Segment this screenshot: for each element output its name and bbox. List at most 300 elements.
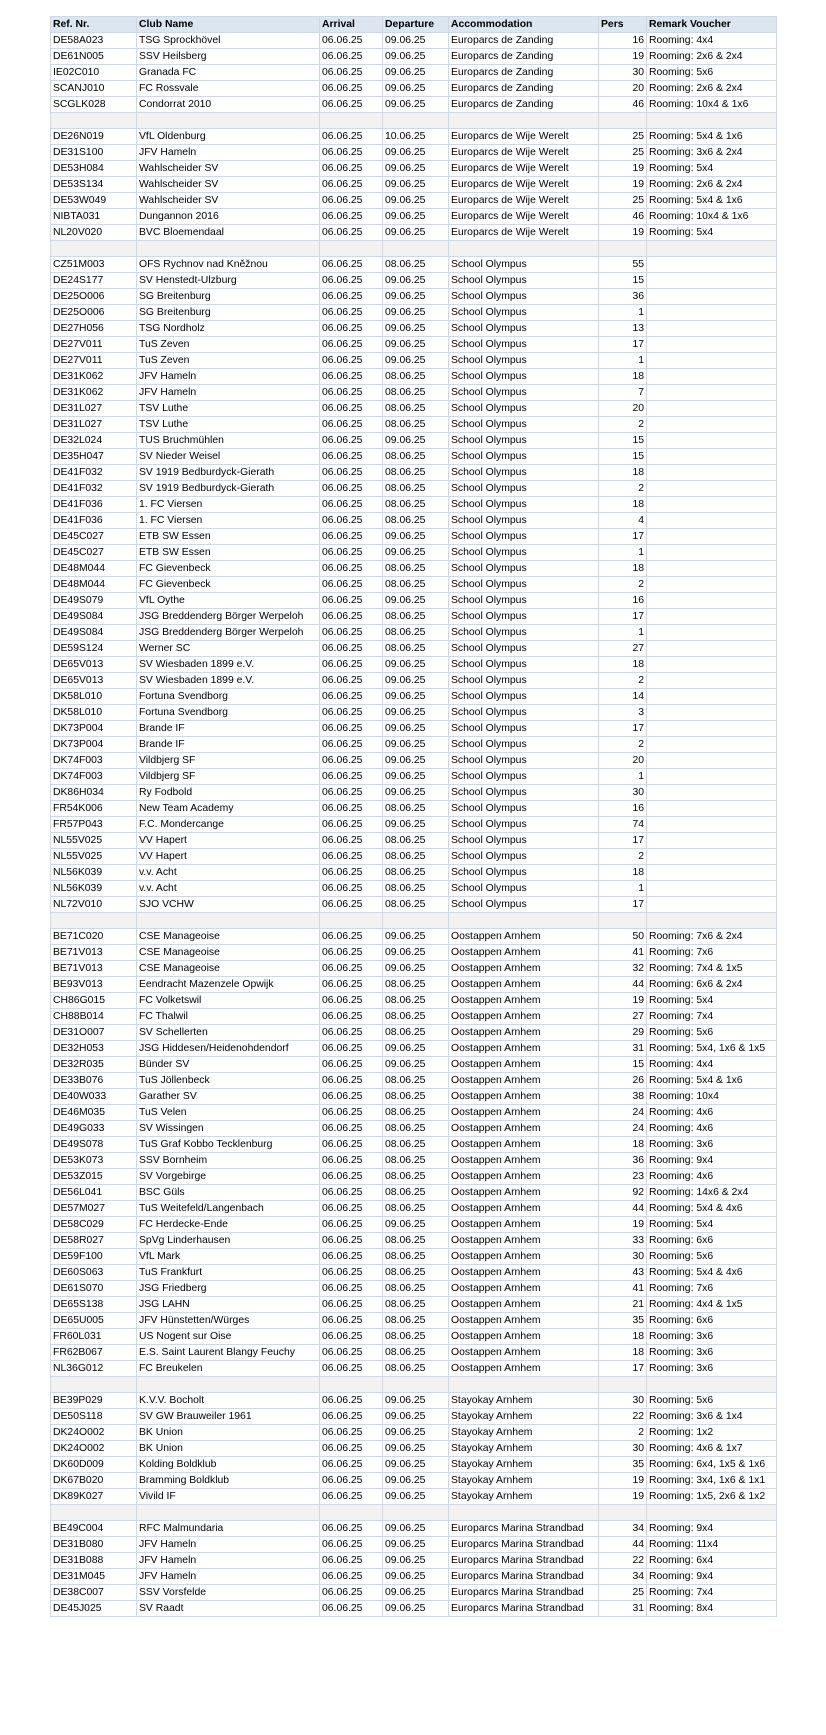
cell-arrival: 06.06.25 — [320, 1249, 383, 1265]
cell-accommodation: Stayokay Arnhem — [449, 1441, 599, 1457]
cell-accommodation: School Olympus — [449, 849, 599, 865]
cell-remark-voucher: Rooming: 3x6 — [647, 1137, 777, 1153]
cell-club-name: JFV Hünstetten/Würges — [137, 1313, 320, 1329]
cell-ref-nr: DK60D009 — [51, 1457, 137, 1473]
cell-arrival: 06.06.25 — [320, 737, 383, 753]
cell-remark-voucher: Rooming: 10x4 & 1x6 — [647, 209, 777, 225]
cell-club-name: TSG Nordholz — [137, 321, 320, 337]
cell-ref-nr: BE49C004 — [51, 1521, 137, 1537]
cell-pers: 16 — [599, 801, 647, 817]
cell-pers: 2 — [599, 577, 647, 593]
cell-ref-nr — [51, 241, 137, 257]
cell-club-name: JFV Hameln — [137, 1569, 320, 1585]
table-row — [51, 1457, 777, 1473]
cell-departure: 08.06.25 — [383, 993, 449, 1009]
cell-departure: 08.06.25 — [383, 1329, 449, 1345]
cell-accommodation: School Olympus — [449, 385, 599, 401]
cell-accommodation: Oostappen Arnhem — [449, 1249, 599, 1265]
cell-departure: 08.06.25 — [383, 401, 449, 417]
cell-remark-voucher: Rooming: 9x4 — [647, 1521, 777, 1537]
cell-pers: 44 — [599, 1201, 647, 1217]
cell-club-name: JFV Hameln — [137, 1553, 320, 1569]
cell-ref-nr: DE32R035 — [51, 1057, 137, 1073]
cell-club-name: SJO VCHW — [137, 897, 320, 913]
cell-ref-nr: DE57M027 — [51, 1201, 137, 1217]
cell-pers: 1 — [599, 881, 647, 897]
table-row — [51, 945, 777, 961]
cell-club-name: FC Thalwil — [137, 1009, 320, 1025]
table-row — [51, 849, 777, 865]
cell-club-name: SV 1919 Bedburdyck-Gierath — [137, 465, 320, 481]
cell-club-name: Ry Fodbold — [137, 785, 320, 801]
cell-pers: 17 — [599, 609, 647, 625]
table-row — [51, 1025, 777, 1041]
table-row — [51, 1009, 777, 1025]
cell-arrival: 06.06.25 — [320, 1137, 383, 1153]
table-row — [51, 545, 777, 561]
cell-pers: 18 — [599, 1345, 647, 1361]
table-row — [51, 273, 777, 289]
cell-ref-nr: DK58L010 — [51, 705, 137, 721]
group-separator — [51, 241, 777, 257]
cell-ref-nr: DE46M035 — [51, 1105, 137, 1121]
cell-club-name: JSG LAHN — [137, 1297, 320, 1313]
cell-departure: 09.06.25 — [383, 33, 449, 49]
cell-pers: 18 — [599, 497, 647, 513]
cell-departure: 09.06.25 — [383, 65, 449, 81]
cell-departure: 09.06.25 — [383, 1537, 449, 1553]
table-row — [51, 657, 777, 673]
cell-pers — [599, 1505, 647, 1521]
cell-ref-nr: DK74F003 — [51, 753, 137, 769]
cell-departure: 09.06.25 — [383, 225, 449, 241]
cell-remark-voucher: Rooming: 7x4 — [647, 1009, 777, 1025]
table-row — [51, 1201, 777, 1217]
cell-pers: 7 — [599, 385, 647, 401]
cell-club-name: E.S. Saint Laurent Blangy Feuchy — [137, 1345, 320, 1361]
cell-ref-nr: DK74F003 — [51, 769, 137, 785]
cell-club-name: Eendracht Mazenzele Opwijk — [137, 977, 320, 993]
cell-remark-voucher — [647, 561, 777, 577]
cell-arrival: 06.06.25 — [320, 1057, 383, 1073]
cell-ref-nr: DK67B020 — [51, 1473, 137, 1489]
cell-departure: 10.06.25 — [383, 129, 449, 145]
cell-pers: 18 — [599, 657, 647, 673]
cell-ref-nr: DE24S177 — [51, 273, 137, 289]
cell-ref-nr: DE58R027 — [51, 1233, 137, 1249]
cell-departure: 09.06.25 — [383, 1585, 449, 1601]
cell-departure: 09.06.25 — [383, 689, 449, 705]
cell-arrival: 06.06.25 — [320, 369, 383, 385]
cell-arrival — [320, 113, 383, 129]
cell-arrival: 06.06.25 — [320, 1345, 383, 1361]
cell-accommodation: School Olympus — [449, 705, 599, 721]
cell-accommodation: School Olympus — [449, 641, 599, 657]
cell-club-name: FC Gievenbeck — [137, 577, 320, 593]
table-row — [51, 737, 777, 753]
cell-remark-voucher: Rooming: 5x4 & 1x6 — [647, 1073, 777, 1089]
cell-departure — [383, 113, 449, 129]
cell-departure: 09.06.25 — [383, 721, 449, 737]
cell-pers: 29 — [599, 1025, 647, 1041]
cell-arrival: 06.06.25 — [320, 433, 383, 449]
cell-remark-voucher: Rooming: 3x6 & 2x4 — [647, 145, 777, 161]
cell-pers: 17 — [599, 833, 647, 849]
cell-arrival: 06.06.25 — [320, 513, 383, 529]
cell-accommodation: Oostappen Arnhem — [449, 1137, 599, 1153]
cell-accommodation: Oostappen Arnhem — [449, 1265, 599, 1281]
cell-pers: 2 — [599, 1425, 647, 1441]
table-row — [51, 625, 777, 641]
cell-accommodation: Oostappen Arnhem — [449, 1201, 599, 1217]
cell-pers: 2 — [599, 481, 647, 497]
cell-departure: 09.06.25 — [383, 1553, 449, 1569]
cell-departure: 08.06.25 — [383, 1073, 449, 1089]
cell-departure: 08.06.25 — [383, 417, 449, 433]
cell-club-name — [137, 1377, 320, 1393]
cell-remark-voucher — [647, 833, 777, 849]
cell-arrival: 06.06.25 — [320, 465, 383, 481]
table-row — [51, 1137, 777, 1153]
cell-accommodation: School Olympus — [449, 801, 599, 817]
cell-ref-nr: BE71V013 — [51, 961, 137, 977]
cell-remark-voucher — [647, 593, 777, 609]
cell-remark-voucher: Rooming: 8x4 — [647, 1601, 777, 1617]
cell-remark-voucher — [647, 1505, 777, 1521]
cell-club-name: 1. FC Viersen — [137, 497, 320, 513]
table-row — [51, 225, 777, 241]
cell-arrival: 06.06.25 — [320, 785, 383, 801]
cell-ref-nr: IE02C010 — [51, 65, 137, 81]
table-row — [51, 465, 777, 481]
cell-arrival: 06.06.25 — [320, 1073, 383, 1089]
cell-club-name: JFV Hameln — [137, 1537, 320, 1553]
cell-remark-voucher — [647, 465, 777, 481]
cell-accommodation: Europarcs Marina Strandbad — [449, 1569, 599, 1585]
cell-remark-voucher: Rooming: 10x4 — [647, 1089, 777, 1105]
cell-remark-voucher: Rooming: 3x6 — [647, 1329, 777, 1345]
table-row — [51, 801, 777, 817]
cell-accommodation: School Olympus — [449, 289, 599, 305]
cell-remark-voucher — [647, 417, 777, 433]
table-row — [51, 289, 777, 305]
cell-club-name: Werner SC — [137, 641, 320, 657]
cell-pers: 25 — [599, 1585, 647, 1601]
cell-departure: 09.06.25 — [383, 657, 449, 673]
cell-arrival: 06.06.25 — [320, 1281, 383, 1297]
cell-departure: 09.06.25 — [383, 433, 449, 449]
cell-accommodation — [449, 1505, 599, 1521]
table-row — [51, 1073, 777, 1089]
cell-accommodation: School Olympus — [449, 817, 599, 833]
cell-club-name: SV Henstedt-Ulzburg — [137, 273, 320, 289]
cell-remark-voucher — [647, 737, 777, 753]
cell-arrival: 06.06.25 — [320, 721, 383, 737]
cell-club-name: SSV Vorsfelde — [137, 1585, 320, 1601]
cell-remark-voucher: Rooming: 5x6 — [647, 65, 777, 81]
cell-departure: 08.06.25 — [383, 1297, 449, 1313]
cell-club-name: BK Union — [137, 1425, 320, 1441]
cell-ref-nr: DE65S138 — [51, 1297, 137, 1313]
cell-arrival: 06.06.25 — [320, 753, 383, 769]
cell-ref-nr: BE71V013 — [51, 945, 137, 961]
cell-ref-nr: FR62B067 — [51, 1345, 137, 1361]
cell-departure: 08.06.25 — [383, 1169, 449, 1185]
cell-departure: 09.06.25 — [383, 193, 449, 209]
cell-remark-voucher — [647, 369, 777, 385]
cell-pers: 23 — [599, 1169, 647, 1185]
cell-club-name: TuS Zeven — [137, 337, 320, 353]
cell-arrival: 06.06.25 — [320, 1297, 383, 1313]
table-row — [51, 1297, 777, 1313]
cell-accommodation: School Olympus — [449, 561, 599, 577]
cell-ref-nr: FR54K006 — [51, 801, 137, 817]
cell-remark-voucher: Rooming: 4x4 — [647, 33, 777, 49]
cell-pers: 33 — [599, 1233, 647, 1249]
cell-club-name: ETB SW Essen — [137, 545, 320, 561]
cell-club-name: TSV Luthe — [137, 401, 320, 417]
cell-arrival — [320, 1505, 383, 1521]
cell-accommodation: School Olympus — [449, 721, 599, 737]
cell-departure: 09.06.25 — [383, 945, 449, 961]
cell-accommodation: Oostappen Arnhem — [449, 1361, 599, 1377]
cell-pers: 34 — [599, 1521, 647, 1537]
cell-ref-nr: DE45C027 — [51, 529, 137, 545]
cell-arrival: 06.06.25 — [320, 321, 383, 337]
cell-pers: 19 — [599, 1489, 647, 1505]
cell-accommodation: Europarcs de Wije Werelt — [449, 209, 599, 225]
table-row — [51, 1169, 777, 1185]
cell-pers: 30 — [599, 1393, 647, 1409]
cell-accommodation: Europarcs de Wije Werelt — [449, 225, 599, 241]
cell-arrival: 06.06.25 — [320, 1425, 383, 1441]
table-row — [51, 1105, 777, 1121]
cell-departure: 09.06.25 — [383, 145, 449, 161]
cell-arrival: 06.06.25 — [320, 1585, 383, 1601]
cell-ref-nr: DE48M044 — [51, 561, 137, 577]
cell-pers: 17 — [599, 337, 647, 353]
cell-departure: 09.06.25 — [383, 1521, 449, 1537]
table-row — [51, 593, 777, 609]
cell-arrival: 06.06.25 — [320, 1185, 383, 1201]
cell-pers: 30 — [599, 65, 647, 81]
cell-arrival: 06.06.25 — [320, 529, 383, 545]
cell-accommodation: School Olympus — [449, 529, 599, 545]
cell-pers: 16 — [599, 33, 647, 49]
cell-remark-voucher: Rooming: 3x4, 1x6 & 1x1 — [647, 1473, 777, 1489]
cell-club-name: VV Hapert — [137, 849, 320, 865]
cell-pers: 2 — [599, 673, 647, 689]
cell-club-name: Vivild IF — [137, 1489, 320, 1505]
cell-club-name: SSV Heilsberg — [137, 49, 320, 65]
cell-remark-voucher: Rooming: 9x4 — [647, 1569, 777, 1585]
cell-remark-voucher: Rooming: 9x4 — [647, 1153, 777, 1169]
cell-accommodation: Oostappen Arnhem — [449, 929, 599, 945]
cell-accommodation: School Olympus — [449, 545, 599, 561]
cell-accommodation: School Olympus — [449, 897, 599, 913]
cell-club-name: JFV Hameln — [137, 369, 320, 385]
cell-accommodation: Oostappen Arnhem — [449, 1073, 599, 1089]
header-remark-voucher: Remark Voucher — [647, 17, 777, 33]
cell-accommodation: Oostappen Arnhem — [449, 977, 599, 993]
cell-arrival: 06.06.25 — [320, 593, 383, 609]
cell-club-name: SpVg Linderhausen — [137, 1233, 320, 1249]
cell-departure: 09.06.25 — [383, 1393, 449, 1409]
cell-departure — [383, 1505, 449, 1521]
cell-departure: 08.06.25 — [383, 497, 449, 513]
cell-accommodation: Europarcs Marina Strandbad — [449, 1553, 599, 1569]
cell-accommodation: School Olympus — [449, 513, 599, 529]
table-row — [51, 33, 777, 49]
cell-ref-nr: DE53W049 — [51, 193, 137, 209]
cell-departure: 08.06.25 — [383, 561, 449, 577]
cell-pers: 15 — [599, 449, 647, 465]
header-pers: Pers — [599, 17, 647, 33]
cell-club-name — [137, 913, 320, 929]
table-row — [51, 81, 777, 97]
cell-accommodation: School Olympus — [449, 785, 599, 801]
cell-departure: 09.06.25 — [383, 161, 449, 177]
cell-departure: 09.06.25 — [383, 49, 449, 65]
cell-departure: 08.06.25 — [383, 513, 449, 529]
cell-pers: 1 — [599, 353, 647, 369]
cell-arrival: 06.06.25 — [320, 49, 383, 65]
cell-accommodation: School Olympus — [449, 337, 599, 353]
cell-ref-nr: DE59F100 — [51, 1249, 137, 1265]
table-row — [51, 1233, 777, 1249]
cell-accommodation: Oostappen Arnhem — [449, 1153, 599, 1169]
cell-accommodation: Europarcs de Wije Werelt — [449, 177, 599, 193]
cell-remark-voucher: Rooming: 6x4, 1x5 & 1x6 — [647, 1457, 777, 1473]
table-row — [51, 1585, 777, 1601]
cell-accommodation: School Olympus — [449, 497, 599, 513]
cell-arrival: 06.06.25 — [320, 1313, 383, 1329]
cell-arrival: 06.06.25 — [320, 1569, 383, 1585]
cell-ref-nr: BE71C020 — [51, 929, 137, 945]
cell-arrival: 06.06.25 — [320, 1121, 383, 1137]
header-row — [51, 17, 777, 33]
cell-club-name: Dungannon 2016 — [137, 209, 320, 225]
cell-accommodation: Stayokay Arnhem — [449, 1409, 599, 1425]
cell-ref-nr: NL56K039 — [51, 865, 137, 881]
cell-departure: 09.06.25 — [383, 593, 449, 609]
cell-club-name: SV GW Brauweiler 1961 — [137, 1409, 320, 1425]
cell-club-name: SV Wissingen — [137, 1121, 320, 1137]
cell-pers — [599, 913, 647, 929]
table-row — [51, 49, 777, 65]
cell-departure: 09.06.25 — [383, 305, 449, 321]
cell-accommodation: School Olympus — [449, 449, 599, 465]
cell-pers: 1 — [599, 305, 647, 321]
cell-accommodation: School Olympus — [449, 833, 599, 849]
cell-departure: 08.06.25 — [383, 1201, 449, 1217]
header-accommodation: Accommodation — [449, 17, 599, 33]
cell-remark-voucher — [647, 689, 777, 705]
cell-pers: 17 — [599, 897, 647, 913]
cell-club-name: VfL Mark — [137, 1249, 320, 1265]
cell-remark-voucher — [647, 401, 777, 417]
cell-club-name: SV Wiesbaden 1899 e.V. — [137, 673, 320, 689]
cell-remark-voucher: Rooming: 3x6 — [647, 1345, 777, 1361]
cell-pers: 15 — [599, 1057, 647, 1073]
cell-pers: 18 — [599, 1137, 647, 1153]
cell-club-name: JFV Hameln — [137, 145, 320, 161]
cell-ref-nr: SCANJ010 — [51, 81, 137, 97]
cell-accommodation: Europarcs de Zanding — [449, 33, 599, 49]
cell-accommodation: Stayokay Arnhem — [449, 1473, 599, 1489]
table-row — [51, 353, 777, 369]
cell-remark-voucher — [647, 257, 777, 273]
cell-ref-nr: DE41F032 — [51, 465, 137, 481]
table-row — [51, 881, 777, 897]
cell-accommodation: Stayokay Arnhem — [449, 1457, 599, 1473]
cell-remark-voucher: Rooming: 6x6 & 2x4 — [647, 977, 777, 993]
cell-ref-nr: DE32L024 — [51, 433, 137, 449]
cell-club-name: Vildbjerg SF — [137, 753, 320, 769]
cell-departure: 09.06.25 — [383, 1041, 449, 1057]
cell-club-name: TuS Weitefeld/Langenbach — [137, 1201, 320, 1217]
cell-accommodation: Oostappen Arnhem — [449, 1169, 599, 1185]
cell-arrival: 06.06.25 — [320, 1329, 383, 1345]
group-separator — [51, 913, 777, 929]
cell-remark-voucher: Rooming: 2x6 & 2x4 — [647, 49, 777, 65]
cell-arrival: 06.06.25 — [320, 609, 383, 625]
cell-remark-voucher — [647, 513, 777, 529]
cell-pers: 41 — [599, 945, 647, 961]
cell-accommodation — [449, 1377, 599, 1393]
cell-ref-nr: DE53Z015 — [51, 1169, 137, 1185]
cell-ref-nr: DE53S134 — [51, 177, 137, 193]
cell-departure: 08.06.25 — [383, 465, 449, 481]
cell-pers — [599, 241, 647, 257]
cell-remark-voucher — [647, 641, 777, 657]
cell-arrival: 06.06.25 — [320, 849, 383, 865]
cell-pers: 43 — [599, 1265, 647, 1281]
table-row — [51, 161, 777, 177]
cell-arrival: 06.06.25 — [320, 129, 383, 145]
cell-arrival: 06.06.25 — [320, 657, 383, 673]
cell-departure: 08.06.25 — [383, 833, 449, 849]
table-row — [51, 1265, 777, 1281]
cell-club-name: TuS Jöllenbeck — [137, 1073, 320, 1089]
cell-ref-nr: DE31L027 — [51, 401, 137, 417]
cell-club-name: SG Breitenburg — [137, 305, 320, 321]
table-row — [51, 1345, 777, 1361]
cell-pers: 13 — [599, 321, 647, 337]
table-row — [51, 705, 777, 721]
cell-arrival: 06.06.25 — [320, 881, 383, 897]
cell-accommodation: Oostappen Arnhem — [449, 1281, 599, 1297]
table-row — [51, 369, 777, 385]
cell-ref-nr: DK73P004 — [51, 721, 137, 737]
cell-ref-nr: DE31M045 — [51, 1569, 137, 1585]
cell-pers: 74 — [599, 817, 647, 833]
cell-pers: 4 — [599, 513, 647, 529]
cell-ref-nr: DE35H047 — [51, 449, 137, 465]
cell-pers: 27 — [599, 1009, 647, 1025]
cell-ref-nr: FR60L031 — [51, 1329, 137, 1345]
cell-remark-voucher: Rooming: 3x6 — [647, 1361, 777, 1377]
cell-club-name: VfL Oldenburg — [137, 129, 320, 145]
cell-remark-voucher: Rooming: 14x6 & 2x4 — [647, 1185, 777, 1201]
cell-club-name: Brande IF — [137, 721, 320, 737]
table-row — [51, 481, 777, 497]
cell-remark-voucher — [647, 529, 777, 545]
cell-departure: 08.06.25 — [383, 1153, 449, 1169]
cell-arrival: 06.06.25 — [320, 673, 383, 689]
cell-ref-nr: DE65V013 — [51, 673, 137, 689]
cell-arrival: 06.06.25 — [320, 561, 383, 577]
